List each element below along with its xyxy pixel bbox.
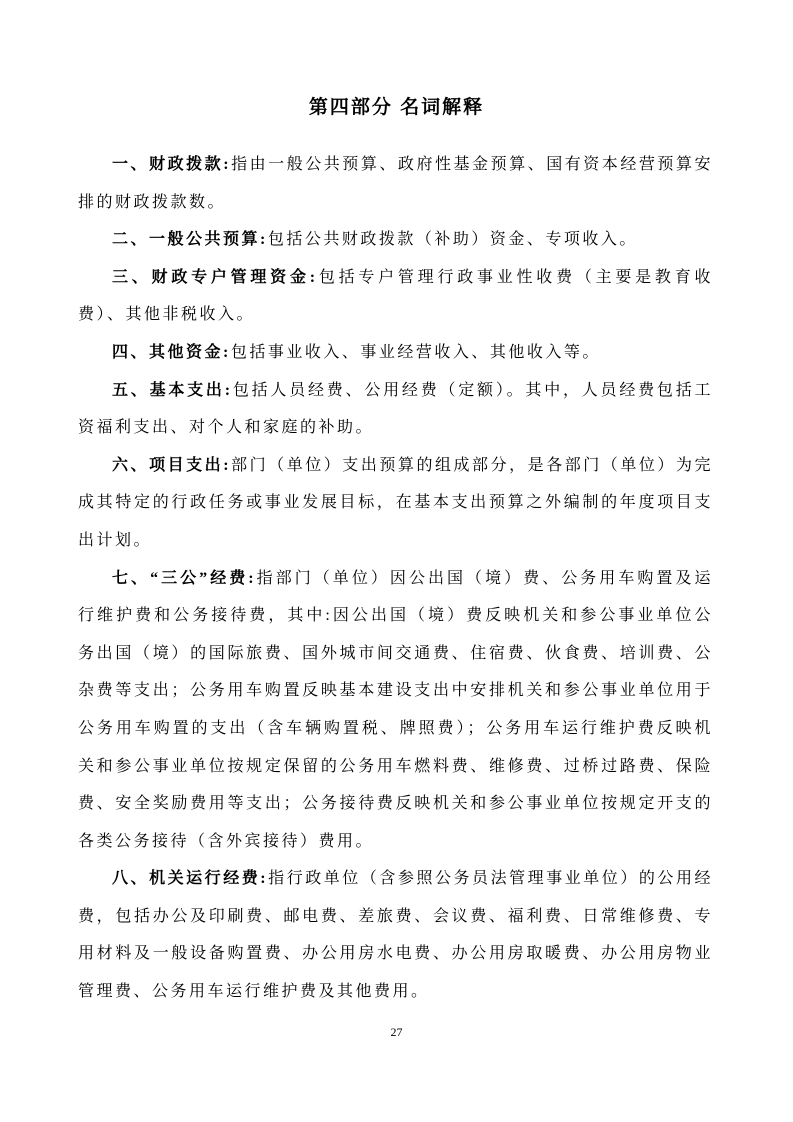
page-number: 27: [390, 1025, 403, 1039]
term-label: 二、一般公共预算:: [112, 231, 268, 249]
term-label: 三、财政专户管理资金:: [112, 268, 318, 286]
document-body: [0, 146, 793, 1011]
term-label: 七、“三公”经费:: [112, 569, 257, 587]
term-label: 一、财政拨款:: [112, 156, 232, 173]
definition-text: 包括人员经费、公用经费（定额）。其中，人员经费包括工资福利支出、对个人和家庭的补助。: [78, 381, 713, 437]
paragraph-three-public-expenses: [78, 560, 713, 861]
term-label: 五、基本支出:: [112, 381, 233, 399]
definition-text: 包括公共财政拨款（补助）资金、专项收入。: [267, 231, 638, 249]
definition-text: 指行政单位（含参照公务员法管理事业单位）的公用经费，包括办公及印刷费、邮电费、差旅费、会议费、福利费、日常维修费、专用材料及一般设备购置费、办公用房水电费、办公用房取暖费、办公用房物业管理费、公务用车运行维护费及其他费用。: [78, 870, 713, 1001]
definition-text: 部门（单位）支出预算的组成部分，是各部门（单位）为完成其特定的行政任务或事业发展目标，在基本支出预算之外编制的年度项目支出计划。: [78, 456, 713, 549]
paragraph-general-public-budget: [78, 221, 713, 259]
definition-text: 包括专户管理行政事业性收费（主要是教育收费）、其他非税收入。: [78, 268, 713, 324]
paragraph-basic-expenditure: [78, 372, 713, 447]
definition-text: 指由一般公共预算、政府性基金预算、国有资本经营预算安排的财政拨款数。: [78, 156, 713, 211]
definition-text: 包括事业收入、事业经营收入、其他收入等。: [230, 343, 601, 361]
paragraph-other-funds: [78, 334, 713, 372]
paragraph-fiscal-special-account-funds: [78, 259, 713, 334]
document-title: 第四部分 名词解释: [308, 97, 485, 118]
term-label: 六、项目支出:: [112, 456, 232, 474]
paragraph-agency-operating-expenses: [78, 860, 713, 1010]
paragraph-project-expenditure: [78, 447, 713, 560]
term-label: 八、机关运行经费:: [112, 870, 269, 888]
paragraph-fiscal-appropriation: [78, 146, 713, 221]
definition-text: 指部门（单位）因公出国（境）费、公务用车购置及运行维护费和公务接待费，其中:因公出国（境）费反映机关和参公事业单位公务出国（境）的国际旅费、国外城市间交通费、住宿费、伙食费、培训费、公杂费等支出；公务用车购置反映基本建设支出中安排机关和参公事业单位用于公务用车购置的支出（含车辆购置税、牌照费）；公务用车运行维护费反映机关和参公事业单位按规定保留的公务用车燃料费、维修费、过桥过路费、保险费、安全奖励费用等支出；公务接待费反映机关和参公事业单位按规定开支的各类公务接待（含外宾接待）费用。: [78, 569, 713, 850]
term-label: 四、其他资金:: [112, 343, 231, 361]
